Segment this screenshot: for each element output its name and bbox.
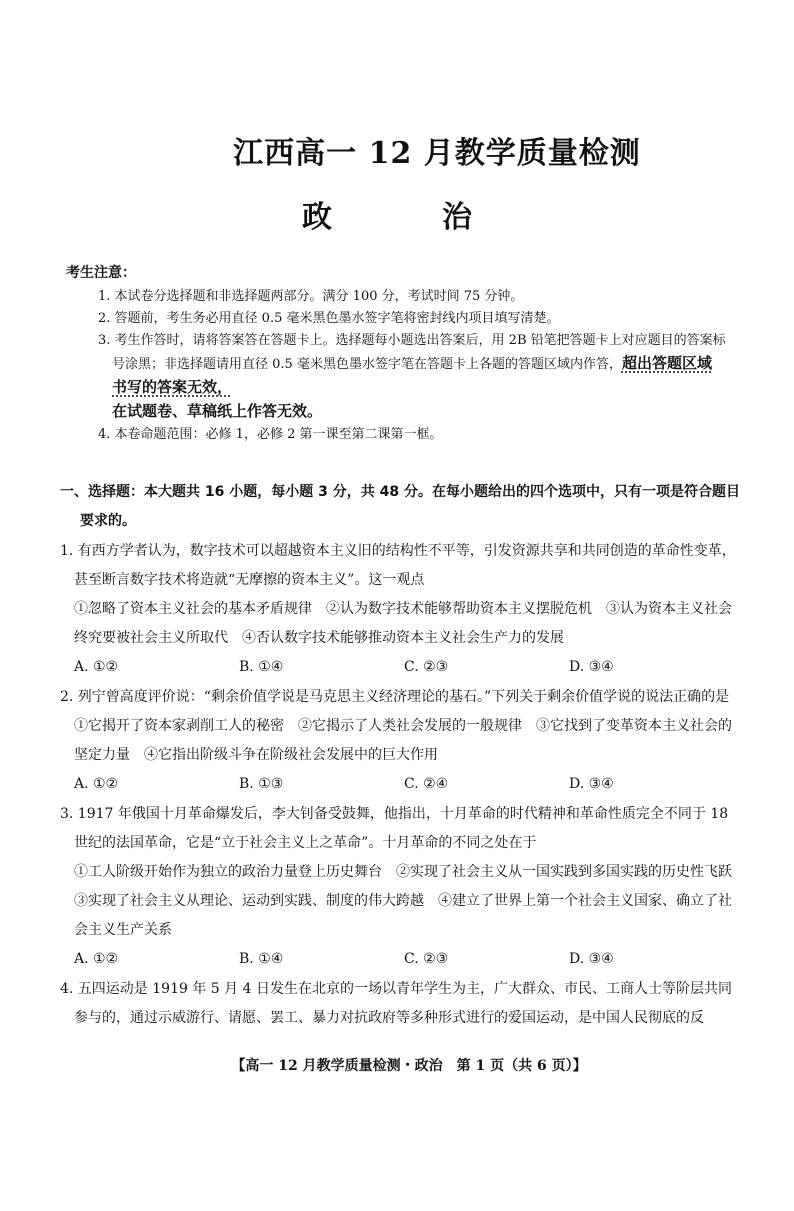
notice-item-4: 4. 本卷命题范围：必修 1，必修 2 第一课至第二课第一框。 xyxy=(98,427,443,442)
option-a: A. ①② xyxy=(74,951,119,967)
candidate-notice xyxy=(66,262,726,446)
option-a: A. ①② xyxy=(74,776,119,792)
question-section xyxy=(60,478,746,1033)
option-a: A. ①② xyxy=(74,659,119,675)
option-d: D. ③④ xyxy=(569,951,614,967)
exam-title: 江西高一 12 月教学质量检测 xyxy=(233,136,641,171)
notice-heading: 考生注意： xyxy=(66,265,136,281)
option-b: B. ①③ xyxy=(239,776,284,792)
question-statements: ①工人阶级开始作为独立的政治力量登上历史舞台 ②实现了社会主义从一国实践到多国实践的历史性飞跃 ③实现了社会主义从理论、运动到实践、制度的伟大跨越 ④建立了世界上第一个社会主义国家、确立了社会主义生产关系 xyxy=(74,864,746,938)
exam-subject: 政 治 xyxy=(302,200,512,235)
option-d: D. ③④ xyxy=(569,659,614,675)
notice-warning-2: 在试题卷、草稿纸上作答无效。 xyxy=(112,402,323,420)
notice-item-3-text: 3. 考生作答时，请将答案答在答题卡上。选择题每小题选出答案后，用 2B 铅笔把答题卡上对应题目的答案标号涂黑；非选择题请用直径 0.5 毫米黑色墨水签字笔在答题卡上各题的答题区域内作答， xyxy=(98,333,726,372)
option-c: C. ②④ xyxy=(404,776,449,792)
notice-item-2: 2. 答题前，考生务必用直径 0.5 毫米黑色墨水签字笔将密封线内项目填写清楚。 xyxy=(98,311,560,326)
section-heading xyxy=(60,478,742,536)
option-b: B. ①④ xyxy=(239,659,284,675)
notice-item-3 xyxy=(98,330,726,424)
page-footer: 【高一 12 月教学质量检测・政治 第 1 页（共 6 页）】 xyxy=(231,1058,587,1074)
section-heading-line2: 要求的。 xyxy=(80,513,136,529)
question-1 xyxy=(60,537,742,682)
question-stem: 1. 有西方学者认为，数字技术可以超越资本主义旧的结构性不平等，引发资源共享和共同创造的革命性变革，甚至断言数字技术将造就“无摩擦的资本主义”。这一观点 xyxy=(60,543,736,588)
option-c: C. ②③ xyxy=(404,951,449,967)
question-stem: 4. 五四运动是 1919 年 5 月 4 日发生在北京的一场以青年学生为主，广大群众、市民、工商人士等阶层共同参与的，通过示威游行、请愿、罢工、暴力对抗政府等多种形式进行的爱国运动，是中国人民彻底的反 xyxy=(60,981,732,1026)
question-4 xyxy=(60,975,742,1033)
notice-list xyxy=(66,286,726,446)
notice-warning-1: 超出答题区域书写的答案无效， xyxy=(112,354,712,396)
question-options xyxy=(60,653,742,682)
option-d: D. ③④ xyxy=(569,776,614,792)
section-heading-line1: 一、选择题：本大题共 16 小题，每小题 3 分，共 48 分。在每小题给出的四个选项中，只有一项是符合题目 xyxy=(60,484,740,500)
notice-item-1: 1. 本试卷分选择题和非选择题两部分。满分 100 分，考试时间 75 分钟。 xyxy=(98,289,524,304)
question-statements: ①忽略了资本主义社会的基本矛盾规律 ②认为数字技术能够帮助资本主义摆脱危机 ③认为资本主义社会终究要被社会主义所取代 ④否认数字技术能够推动资本主义社会生产力的发展 xyxy=(74,601,732,646)
question-options xyxy=(60,945,742,974)
question-options xyxy=(60,770,742,799)
question-stem: 3. 1917 年俄国十月革命爆发后，李大钊备受鼓舞，他指出，十月革命的时代精神和革命性质完全不同于 18 世纪的法国革命，它是“立于社会主义上之革命”。十月革命的不同之处在于 xyxy=(60,806,729,851)
question-3 xyxy=(60,800,746,974)
question-2 xyxy=(60,683,742,799)
question-stem: 2. 列宁曾高度评价说：“剩余价值学说是马克思主义经济理论的基石。”下列关于剩余价值学说的说法正确的是 xyxy=(60,689,730,705)
option-b: B. ①④ xyxy=(239,951,284,967)
option-c: C. ②③ xyxy=(404,659,449,675)
question-statements: ①它揭开了资本家剥削工人的秘密 ②它揭示了人类社会发展的一般规律 ③它找到了变革资本主义社会的坚定力量 ④它指出阶级斗争在阶级社会发展中的巨大作用 xyxy=(74,718,732,763)
